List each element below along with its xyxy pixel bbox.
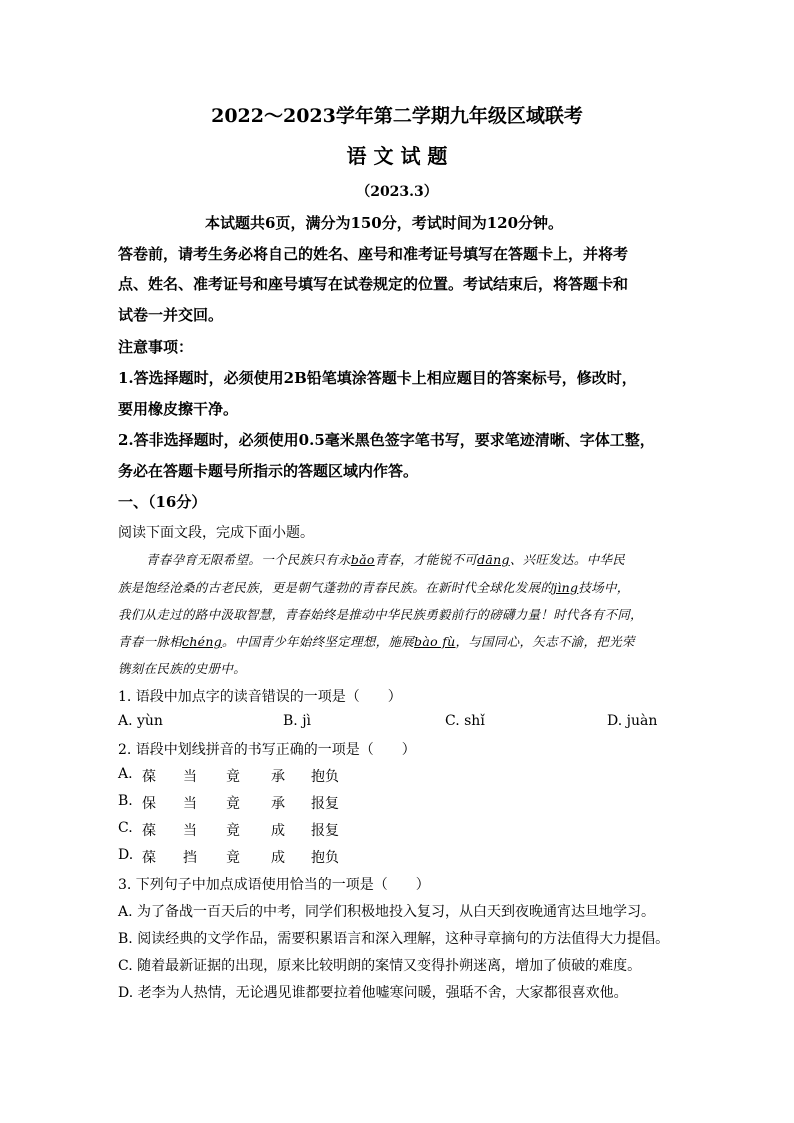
option-word: 抱负 — [311, 850, 339, 866]
notice-line-2: 点、姓名、准考证号和座号填写在试卷规定的位置。考试结束后，将答题卡和 — [118, 275, 629, 293]
attention-heading: 注意事项： — [118, 338, 194, 356]
passage-line-2 — [118, 578, 630, 596]
pinyin-bao: bǎo — [350, 552, 375, 567]
option-word: 抱负 — [311, 769, 339, 785]
option-char: 竟 — [226, 796, 240, 812]
question-3: 3. 下列句子中加点成语使用恰当的一项是（ ） — [118, 877, 430, 893]
passage-line-5: 镌刻在民族的史册中。 — [118, 661, 247, 676]
q2-option-d — [118, 847, 339, 867]
rule-1-line-b: 要用橡皮擦干净。 — [118, 400, 239, 418]
option-char: 当 — [183, 796, 197, 812]
option-letter: C. — [118, 820, 133, 836]
option-letter: D. — [118, 847, 134, 863]
pinyin-jing: jìng — [553, 580, 579, 595]
passage-line-3: 我们从走过的路中汲取智慧，青春始终是推动中华民族勇毅前行的磅礴力量！时代各有不同， — [118, 607, 643, 622]
option-word: 报复 — [311, 796, 339, 812]
q1-option-a: A. yùn — [118, 713, 163, 729]
question-2: 2. 语段中划线拼音的书写正确的一项是（ ） — [118, 742, 416, 758]
q3-option-a: A. 为了备战一百天后的中考，同学们积极地投入复习，从白天到夜晚通宵达旦地学习。 — [118, 904, 656, 920]
pinyin-cheng: chéng — [182, 634, 223, 649]
passage-text: 青春孕育无限希望。一个民族只有永 — [146, 552, 351, 567]
q3-option-d: D. 老李为人热情，无论遇见谁都要拉着他嘘寒问暖，强聒不舍，大家都很喜欢他。 — [118, 985, 628, 1001]
exam-title: 2022～2023学年第二学期九年级区域联考 — [211, 105, 583, 127]
option-char: 葆 — [142, 850, 156, 866]
option-word: 报复 — [311, 823, 339, 839]
q1-option-c: C. shǐ — [445, 713, 485, 729]
q3-option-c: C. 随着最新证据的出现，原来比较明朗的案情又变得扑朔迷离，增加了侦破的难度。 — [118, 958, 642, 974]
q1-option-b: B. jì — [283, 713, 312, 729]
option-char: 当 — [183, 769, 197, 785]
passage-text: 。中国青少年始终坚定理想，施展 — [222, 634, 415, 649]
q2-option-b — [118, 793, 339, 813]
option-letter: A. — [118, 766, 133, 782]
section-heading: 一、（16分） — [118, 493, 207, 511]
q3-option-b: B. 阅读经典的文学作品，需要积累语言和深入理解，这种寻章摘句的方法值得大力提倡。 — [118, 931, 670, 947]
option-letter: B. — [118, 793, 133, 809]
q2-option-c — [118, 820, 339, 840]
notice-line-1: 答卷前，请考生务必将自己的姓名、座号和准考证号填写在答题卡上，并将考 — [118, 245, 629, 263]
option-char: 保 — [142, 796, 156, 812]
q2-option-a — [118, 766, 339, 786]
pinyin-dang: dāng — [477, 552, 510, 567]
subject-title: 语 文 试 题 — [346, 144, 448, 168]
option-char: 竟 — [226, 823, 240, 839]
option-char: 承 — [271, 796, 285, 812]
passage-text: 、兴旺发达。中华民 — [509, 552, 626, 567]
option-char: 成 — [271, 850, 285, 866]
passage-text: 族是饱经沧桑的古老民族，更是朝气蓬勃的青春民族。在新时代全球化发展的 — [118, 580, 554, 595]
rule-1-line-a: 1.答选择题时，必须使用2B铅笔填涂答题卡上相应题目的答案标号，修改时， — [118, 369, 637, 387]
passage-text: ，与国同心，矢志不渝，把光荣 — [455, 634, 635, 649]
option-char: 挡 — [183, 850, 197, 866]
option-char: 葆 — [142, 823, 156, 839]
option-char: 葆 — [142, 769, 156, 785]
rule-2-line-b: 务必在答题卡题号所指示的答题区域内作答。 — [118, 462, 419, 480]
passage-line-1 — [146, 550, 625, 568]
notice-line-3: 试卷一并交回。 — [118, 306, 224, 324]
passage-line-4 — [118, 632, 635, 650]
option-char: 当 — [183, 823, 197, 839]
passage-text: 青春一脉相 — [118, 634, 183, 649]
pinyin-baofu: bào fù — [414, 634, 456, 649]
q1-option-d: D. juàn — [607, 713, 658, 729]
exam-summary: 本试题共6页，满分为150分，考试时间为120分钟。 — [205, 214, 564, 232]
passage-text: 技场中， — [578, 580, 630, 595]
option-char: 成 — [271, 823, 285, 839]
option-char: 承 — [271, 769, 285, 785]
reading-instruction: 阅读下面文段，完成下面小题。 — [118, 525, 314, 541]
exam-date: （2023.3） — [356, 184, 438, 200]
question-1: 1. 语段中加点字的读音错误的一项是（ ） — [118, 689, 402, 705]
rule-2-line-a: 2.答非选择题时，必须使用0.5毫米黑色签字笔书写，要求笔迹清晰、字体工整， — [118, 431, 655, 449]
option-char: 竟 — [226, 850, 240, 866]
option-char: 竟 — [226, 769, 240, 785]
passage-text: 青春，才能锐不可 — [374, 552, 478, 567]
